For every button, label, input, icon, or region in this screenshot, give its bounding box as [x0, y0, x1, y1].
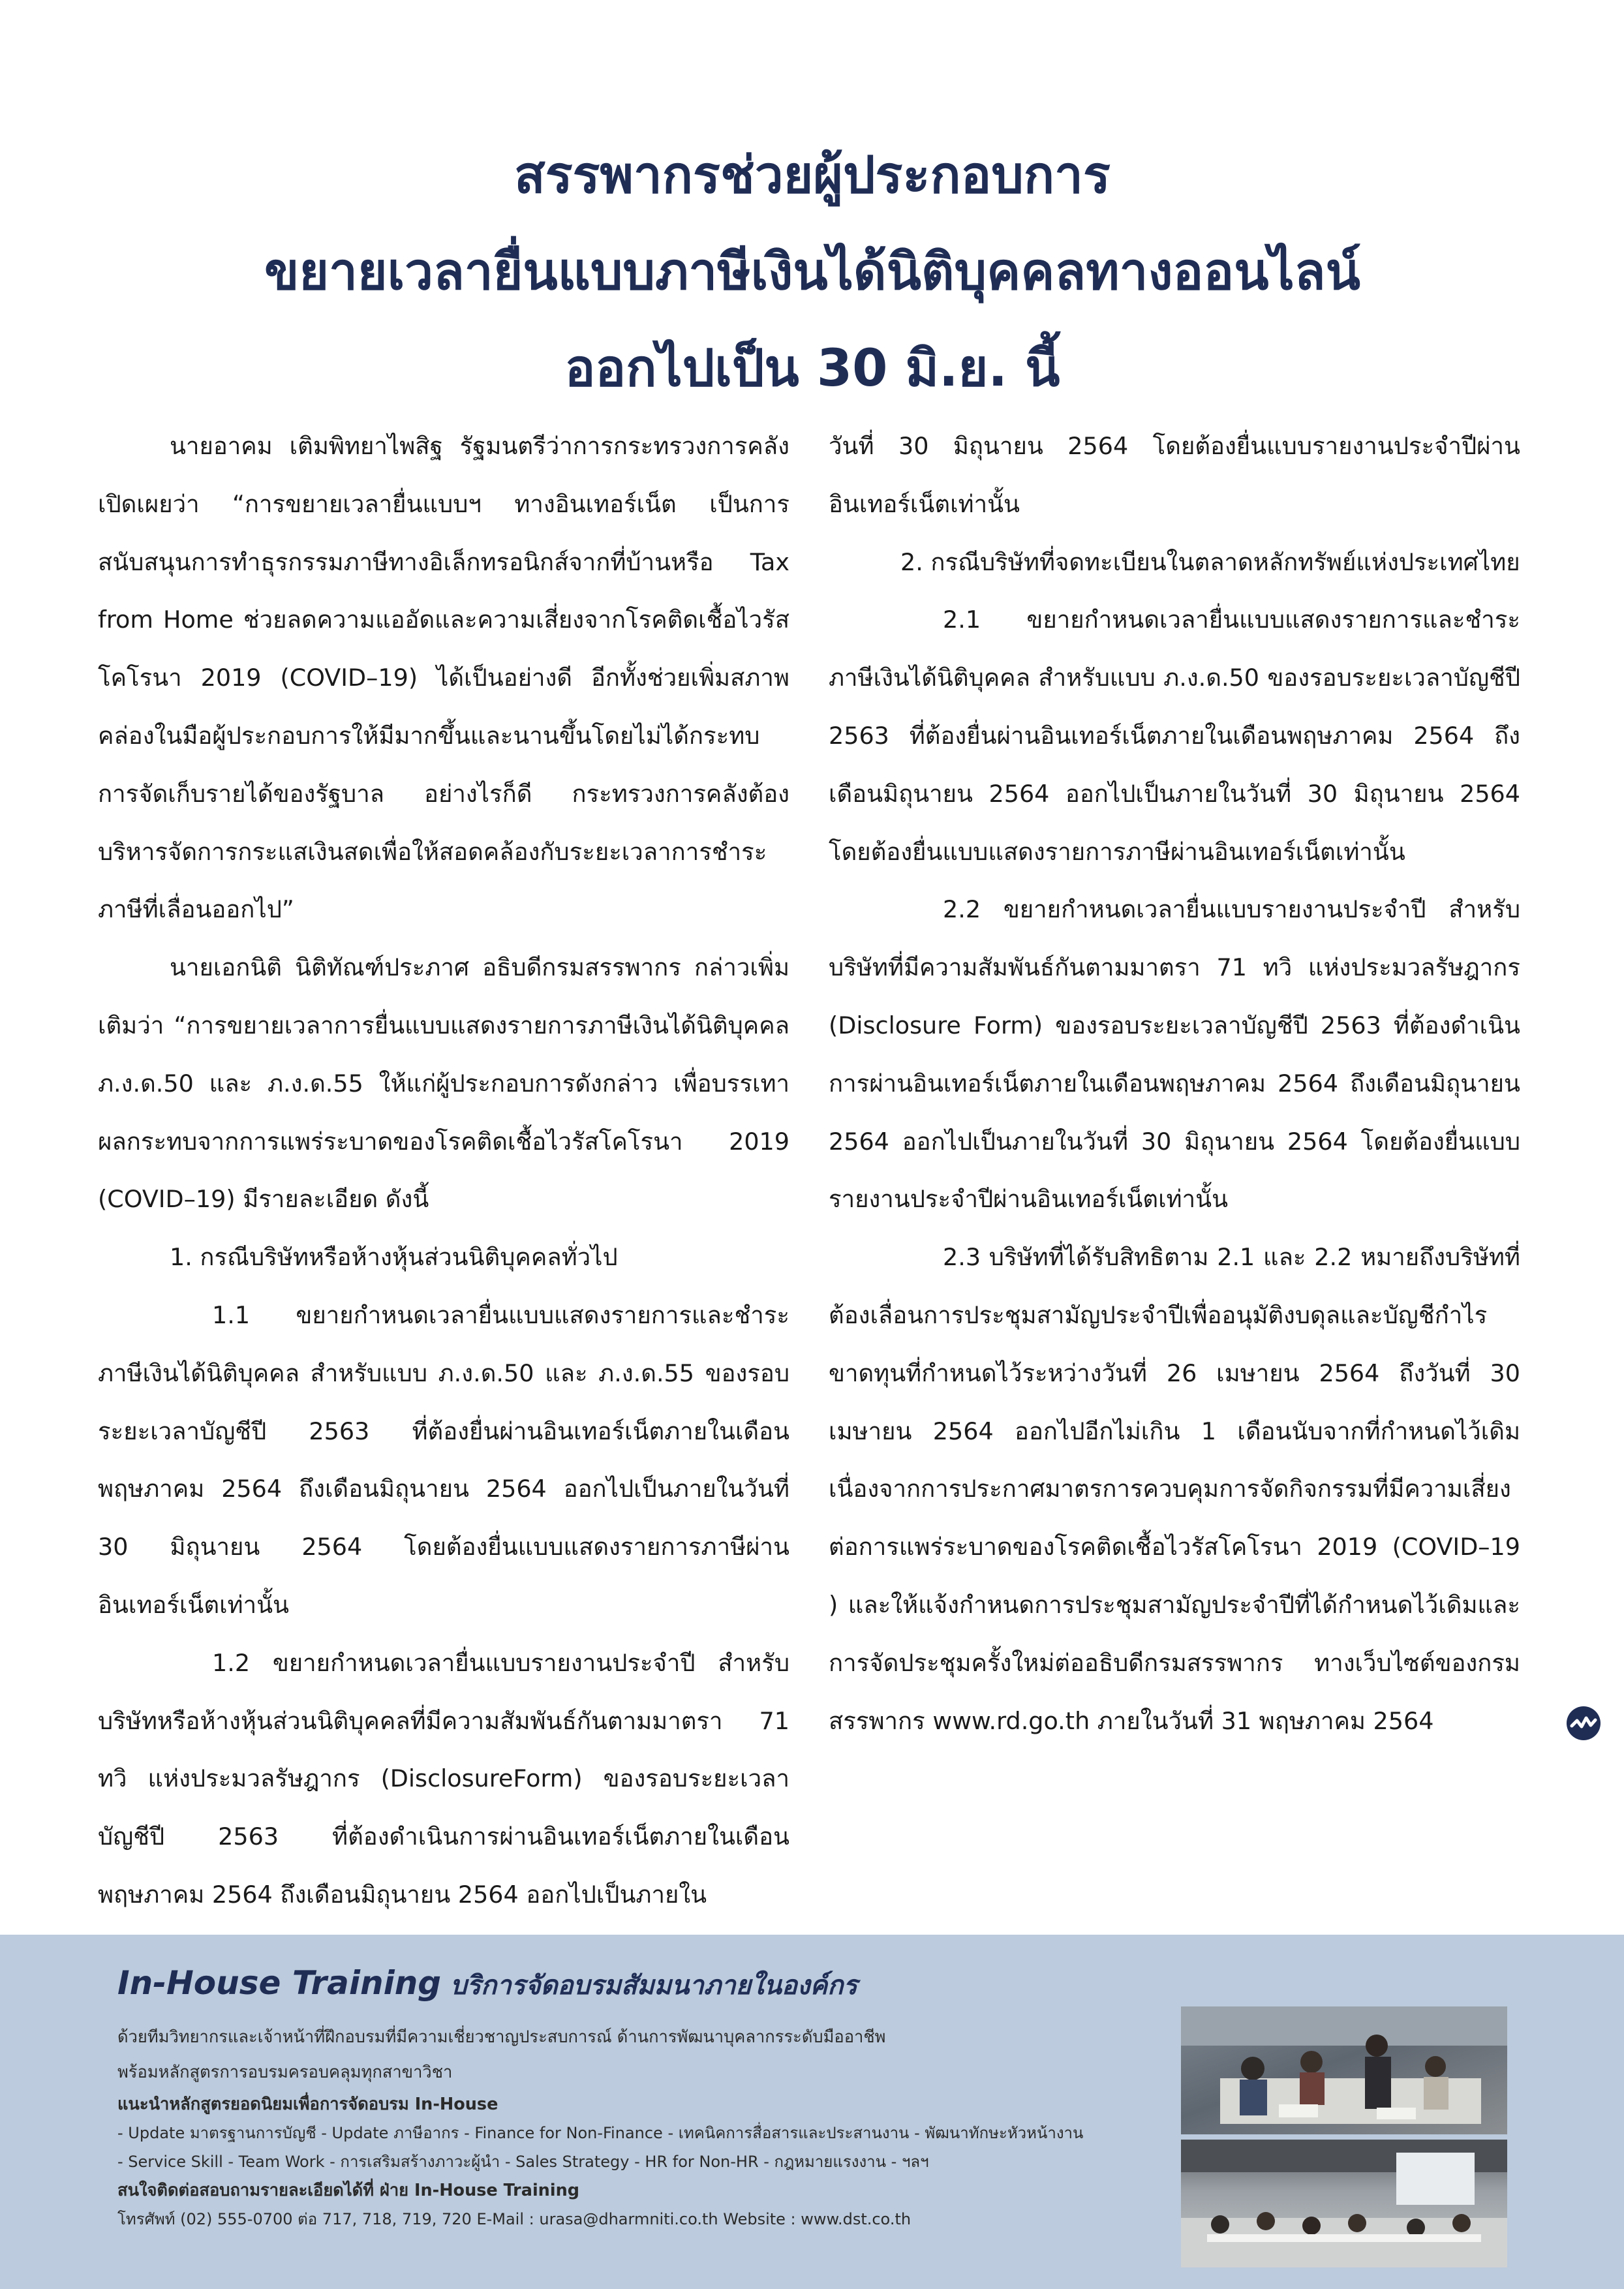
- courses-list-line-1: - Update มาตรฐานการบัญชี - Update ภาษีอากร - Finance for Non-Finance - เทคนิคการสื่อสารและประสานงาน - พัฒนาทักษะหัวหน้างาน: [117, 2124, 1084, 2142]
- paragraph-1-1: 1.1 ขยายกำหนดเวลายื่นแบบแสดงรายการและชำระภาษีเงินได้นิติบุคคล สำหรับแบบ ภ.ง.ด.50 และ ภ.ง.ด.55 ของรอบระยะเวลาบัญชีปี 2563 ที่ต้องยื่นผ่านอินเทอร์เน็ตภายในเดือนพฤษภาคม 2564 ถึงเดือนมิถุนายน 2564 ออกไปเป็นภายในวันที่ 30 มิถุนายน 2564 โดยต้องยื่นแบบแสดงรายการภาษีผ่านอินเทอร์เน็ตเท่านั้น: [98, 1300, 789, 1619]
- left-column: [98, 418, 789, 1924]
- courses-heading: แนะนำหลักสูตรยอดนิยมเพื่อการจัดอบรม In-House: [117, 2095, 498, 2114]
- banner-description-line-1: ด้วยทีมวิทยากรและเจ้าหน้าที่ฝึกอบรมที่มีความเชี่ยวชาญประสบการณ์ ด้านการพัฒนาบุคลากรระดับมืออาชีพ: [117, 2027, 886, 2047]
- banner-body: [117, 2020, 1148, 2234]
- paragraph-1-2-continued: วันที่ 30 มิถุนายน 2564 โดยต้องยื่นแบบรายงานประจำปีผ่านอินเทอร์เน็ตเท่านั้น: [829, 432, 1520, 518]
- paragraph-minister-statement: นายอาคม เติมพิทยาไพสิฐ รัฐมนตรีว่าการกระทรวงการคลัง เปิดเผยว่า “การขยายเวลายื่นแบบฯ ทางอินเทอร์เน็ต เป็นการสนับสนุนการทำธุรกรรมภาษีทางอิเล็กทรอนิกส์จากที่บ้านหรือ Tax from Home ช่วยลดความแออัดและความเสี่ยงจากโรคติดเชื้อไวรัสโคโรนา 2019 (COVID–19) ได้เป็นอย่างดี อีกทั้งช่วยเพิ่มสภาพคล่องในมือผู้ประกอบการให้มีมากขึ้นและนานขึ้นโดยไม่ได้กระทบการจัดเก็บรายได้ของรัฐบาล อย่างไรก็ดี กระทรวงการคลังต้องบริหารจัดการกระแสเงินสดเพื่อให้สอดคล้องกับระยะเวลาการชำระภาษีที่เลื่อนออกไป”: [98, 432, 789, 924]
- in-house-training-banner: [0, 1935, 1624, 2289]
- contact-heading: สนใจติดต่อสอบถามรายละเอียดได้ที่ ฝ่าย In-House Training: [117, 2181, 579, 2200]
- contact-details: โทรศัพท์ (02) 555-0700 ต่อ 717, 718, 719, 720 E-Mail : urasa@dharmniti.co.th Website : www.dst.co.th: [117, 2210, 912, 2228]
- banner-brand: In-House Training: [117, 1964, 442, 2002]
- training-photo-classroom: [1181, 2140, 1507, 2267]
- courses-list-line-2: - Service Skill - Team Work - การเสริมสร้างภาวะผู้นำ - Sales Strategy - HR for Non-HR - กฎหมายแรงงาน - ฯลฯ: [117, 2153, 929, 2171]
- training-photos: [1181, 2006, 1507, 2267]
- training-photo-meeting: [1181, 2006, 1507, 2134]
- banner-heading: [117, 1964, 857, 2006]
- right-column: [829, 418, 1520, 1750]
- banner-brand-subtitle: บริการจัดอบรมสัมมนาภายในองค์กร: [450, 1971, 857, 2001]
- title-line-1: สรรพากรช่วยผู้ประกอบการ: [514, 146, 1111, 205]
- paragraph-director-statement: นายเอกนิติ นิติทัณฑ์ประภาศ อธิบดีกรมสรรพากร กล่าวเพิ่มเติมว่า “การขยายเวลาการยื่นแบบแสดงรายการภาษีเงินได้นิติบุคคล ภ.ง.ด.50 และ ภ.ง.ด.55 ให้แก่ผู้ประกอบการดังกล่าว เพื่อบรรเทาผลกระทบจากการแพร่ระบาดของโรคติดเชื้อไวรัสโคโรนา 2019 (COVID–19) มีรายละเอียด ดังนี้: [98, 953, 789, 1214]
- paragraph-2-3-wrap: [829, 1229, 1520, 1750]
- title-line-2: ขยายเวลายื่นแบบภาษีเงินได้นิติบุคคลทางออนไลน์: [264, 243, 1360, 301]
- paragraph-2-3: 2.3 บริษัทที่ได้รับสิทธิตาม 2.1 และ 2.2 หมายถึงบริษัทที่ต้องเลื่อนการประชุมสามัญประจำปีเพื่ออนุมัติงบดุลและบัญชีกำไรขาดทุนที่กำหนดไว้ระหว่างวันที่ 26 เมษายน 2564 ถึงวันที่ 30 เมษายน 2564 ออกไปอีกไม่เกิน 1 เดือนนับจากที่กำหนดไว้เดิม เนื่องจากการประกาศมาตรการควบคุมการจัดกิจกรรมที่มีความเสี่ยงต่อการแพร่ระบาดของโรคติดเชื้อไวรัสโคโรนา 2019 (COVID–19 ) และให้แจ้งกำหนดการประชุมสามัญประจำปีที่ได้กำหนดไว้เดิมและการจัดประชุมครั้งใหม่ต่ออธิบดีกรมสรรพากร ทางเว็บไซต์ของกรมสรรพากร www.rd.go.th ภายในวันที่ 31 พฤษภาคม 2564: [829, 1243, 1520, 1735]
- banner-description-line-2: พร้อมหลักสูตรการอบรมครอบคลุมทุกสาขาวิชา: [117, 2063, 453, 2082]
- section-2-heading: 2. กรณีบริษัทที่จดทะเบียนในตลาดหลักทรัพย์แห่งประเทศไทย: [900, 547, 1520, 576]
- title-line-3: ออกไปเป็น 30 มิ.ย. นี้: [564, 339, 1060, 398]
- article-end-logo-icon: [1452, 1704, 1487, 1740]
- paragraph-2-1: 2.1 ขยายกำหนดเวลายื่นแบบแสดงรายการและชำระภาษีเงินได้นิติบุคคล สำหรับแบบ ภ.ง.ด.50 ของรอบระยะเวลาบัญชีปี 2563 ที่ต้องยื่นผ่านอินเทอร์เน็ตภายในเดือนพฤษภาคม 2564 ถึงเดือนมิถุนายน 2564 ออกไปเป็นภายในวันที่ 30 มิถุนายน 2564 โดยต้องยื่นแบบแสดงรายการภาษีผ่านอินเทอร์เน็ตเท่านั้น: [829, 606, 1520, 866]
- paragraph-1-2: 1.2 ขยายกำหนดเวลายื่นแบบรายงานประจำปี สำหรับบริษัทหรือห้างหุ้นส่วนนิติบุคคลที่มีความสัมพันธ์กันตามมาตรา 71 ทวิ แห่งประมวลรัษฎากร (DisclosureForm) ของรอบระยะเวลาบัญชีปี 2563 ที่ต้องดำเนินการผ่านอินเทอร์เน็ตภายในเดือนพฤษภาคม 2564 ถึงเดือนมิถุนายน 2564 ออกไปเป็นภายใน: [98, 1648, 789, 1909]
- article-title: [98, 127, 1527, 417]
- section-1-heading: 1. กรณีบริษัทหรือห้างหุ้นส่วนนิติบุคคลทั่วไป: [170, 1243, 618, 1272]
- paragraph-2-2: 2.2 ขยายกำหนดเวลายื่นแบบรายงานประจำปี สำหรับบริษัทที่มีความสัมพันธ์กันตามมาตรา 71 ทวิ แห่งประมวลรัษฎากร (Disclosure Form) ของรอบระยะเวลาบัญชีปี 2563 ที่ต้องดำเนินการผ่านอินเทอร์เน็ตภายในเดือนพฤษภาคม 2564 ถึงเดือนมิถุนายน 2564 ออกไปเป็นภายในวันที่ 30 มิถุนายน 2564 โดยต้องยื่นแบบรายงานประจำปีผ่านอินเทอร์เน็ตเท่านั้น: [829, 895, 1520, 1214]
